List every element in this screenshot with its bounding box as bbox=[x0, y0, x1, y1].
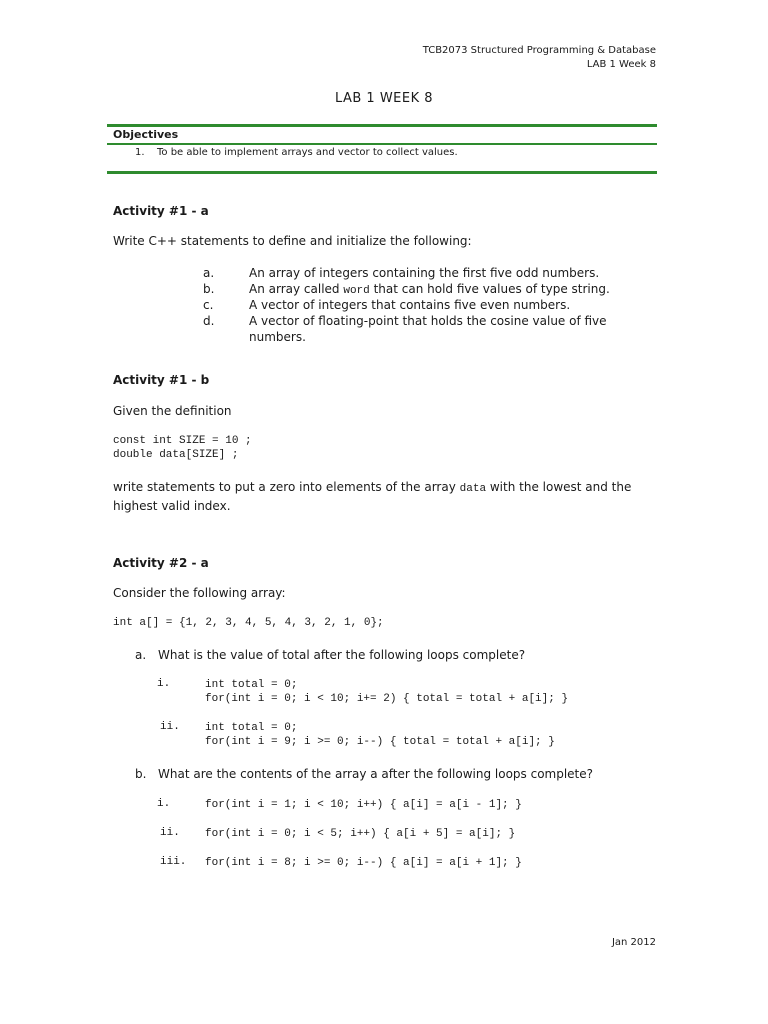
activity-1b-heading: Activity #1 - b bbox=[113, 373, 210, 387]
item-text-post: that can hold five values of type string. bbox=[369, 282, 610, 296]
question-text: What is the value of total after the following loops complete? bbox=[158, 648, 526, 662]
page-header bbox=[423, 44, 656, 72]
code-line: int total = 0; bbox=[205, 679, 298, 691]
code-line: const int SIZE = 10 ; bbox=[113, 435, 252, 447]
page-footer-date: Jan 2012 bbox=[611, 937, 656, 948]
code-line: int total = 0; bbox=[205, 722, 298, 734]
item-letter: b. bbox=[203, 282, 215, 296]
part-letter: b. bbox=[135, 767, 147, 781]
item-letter: c. bbox=[203, 298, 214, 312]
objectives-bottom-rule bbox=[107, 171, 657, 174]
code-line: double data[SIZE] ; bbox=[113, 449, 239, 461]
activity-2a-heading: Activity #2 - a bbox=[113, 556, 209, 570]
objective-text: To be able to implement arrays and vector to collect values. bbox=[157, 147, 458, 158]
code-line: for(int i = 9; i >= 0; i--) { total = total + a[i]; } bbox=[205, 736, 555, 748]
roman-numeral: i. bbox=[157, 678, 171, 690]
activity-1a-intro: Write C++ statements to define and initialize the following: bbox=[113, 234, 472, 248]
item-text-pre: An array called bbox=[249, 282, 344, 296]
loop-code-line: for(int i = 0; i < 5; i++) { a[i + 5] = a[i]; } bbox=[205, 828, 516, 840]
body-text-post: with the lowest and the highest valid index. bbox=[113, 480, 632, 513]
roman-numeral: iii. bbox=[160, 856, 187, 868]
objective-item bbox=[107, 145, 657, 171]
code-line: for(int i = 0; i < 10; i+= 2) { total = total + a[i]; } bbox=[205, 693, 569, 705]
array-definition-code: int a[] = {1, 2, 3, 4, 5, 4, 3, 2, 1, 0}; bbox=[113, 617, 384, 629]
body-code-data: data bbox=[459, 483, 487, 495]
activity-2a-intro: Consider the following array: bbox=[113, 586, 286, 600]
activity-1a-heading: Activity #1 - a bbox=[113, 204, 209, 218]
page-title: LAB 1 WEEK 8 bbox=[334, 91, 434, 106]
item-text: A vector of floating-point that holds the cosine value of five numbers. bbox=[249, 314, 607, 344]
body-text-pre: write statements to put a zero into elements of the array bbox=[113, 480, 460, 494]
roman-numeral: ii. bbox=[160, 721, 180, 733]
activity-1b-body bbox=[113, 479, 643, 515]
course-title: TCB2073 Structured Programming & Database bbox=[422, 45, 656, 56]
objectives-heading: Objectives bbox=[113, 128, 179, 141]
item-letter: a. bbox=[203, 266, 215, 280]
activity-1b-intro: Given the definition bbox=[113, 404, 232, 418]
roman-numeral: ii. bbox=[160, 827, 180, 839]
loop-code-line: for(int i = 8; i >= 0; i--) { a[i] = a[i + 1]; } bbox=[205, 857, 522, 869]
item-text: An array of integers containing the first five odd numbers. bbox=[249, 266, 600, 280]
item-text: A vector of integers that contains five even numbers. bbox=[249, 298, 571, 312]
loop-code-block bbox=[205, 678, 568, 706]
roman-numeral: i. bbox=[157, 798, 171, 810]
loop-code-line: for(int i = 1; i < 10; i++) { a[i] = a[i - 1]; } bbox=[205, 799, 522, 811]
question-text: What are the contents of the array a after the following loops complete? bbox=[158, 767, 594, 781]
lab-label: LAB 1 Week 8 bbox=[586, 59, 656, 70]
objectives-box bbox=[107, 124, 657, 174]
activity-1b-code bbox=[113, 434, 252, 462]
item-code-word: word bbox=[343, 285, 370, 297]
objective-number: 1. bbox=[135, 147, 145, 158]
part-letter: a. bbox=[135, 648, 147, 662]
item-letter: d. bbox=[203, 314, 215, 328]
loop-code-block bbox=[205, 721, 555, 749]
